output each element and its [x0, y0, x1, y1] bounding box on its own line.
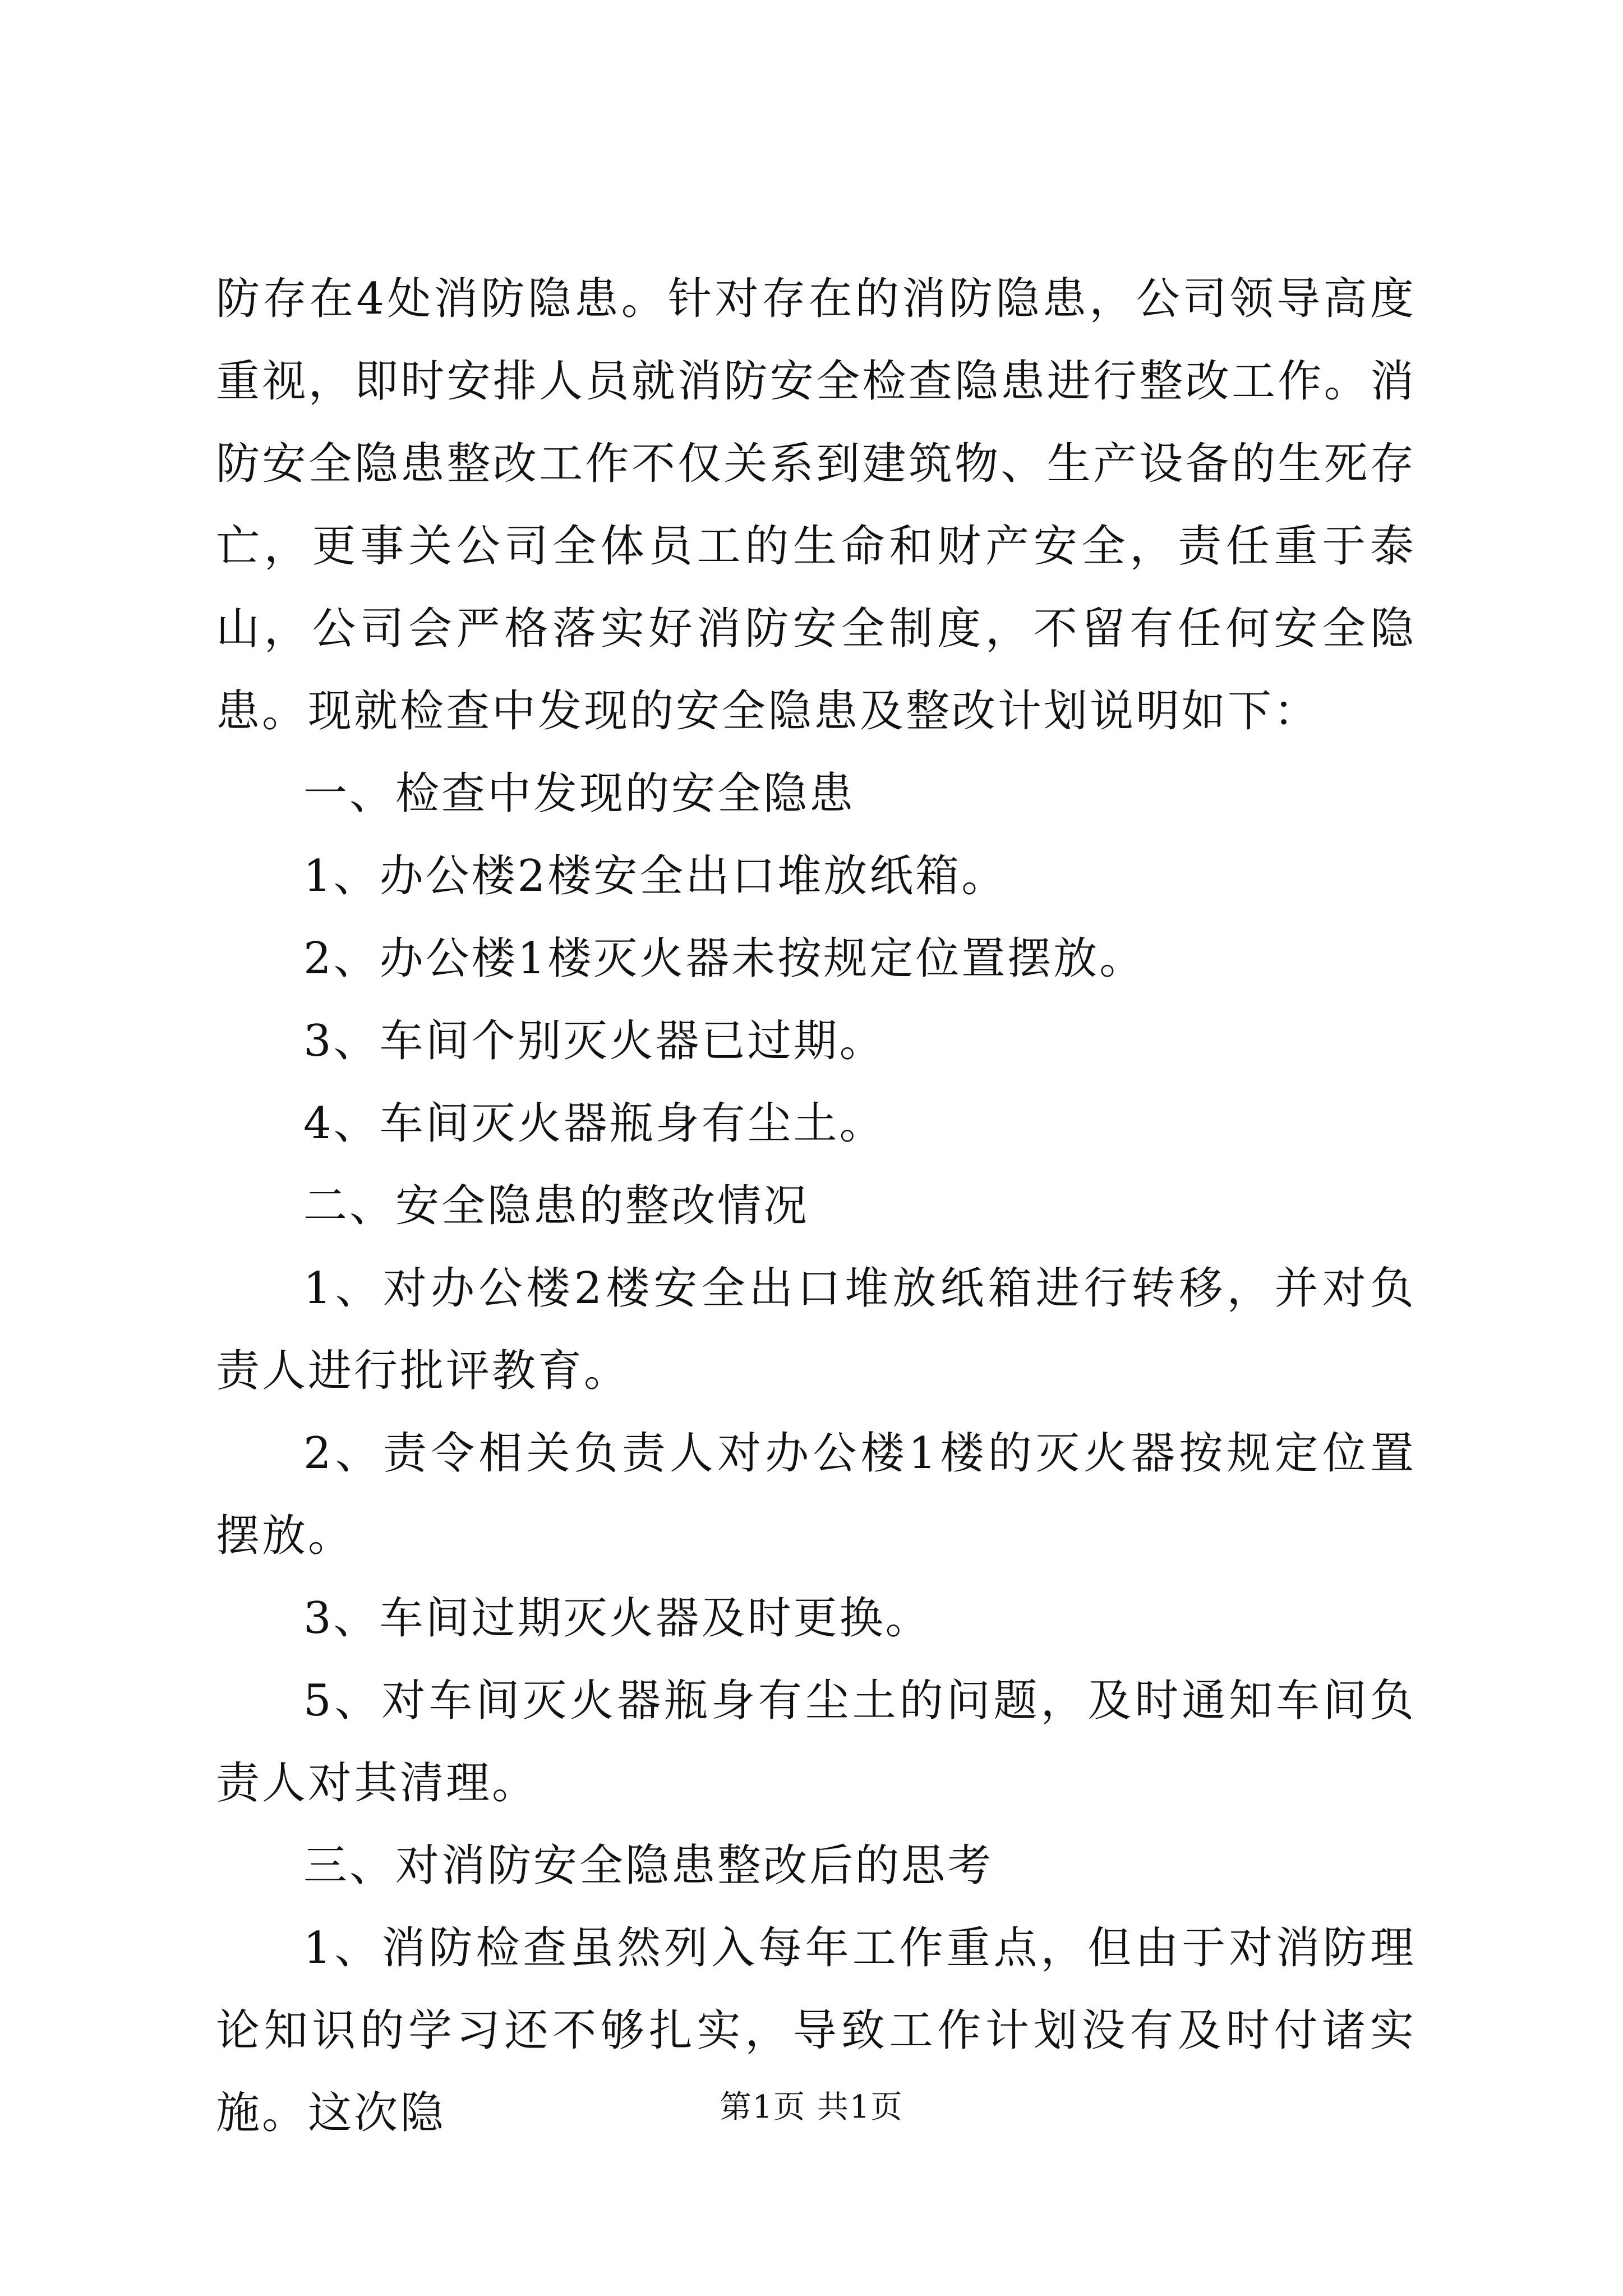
list-item: 3、车间过期灭火器及时更换。: [303, 1593, 932, 1644]
list-item: 5、对车间灭火器瓶身有尘土的问题，及时通知车间负责人对其清理。: [216, 1676, 1416, 1809]
heading-section-2: 二、安全隐患的整改情况: [303, 1181, 810, 1231]
heading-section-3: 三、对消防安全隐患整改后的思考: [303, 1841, 994, 1891]
list-item: 1、对办公楼2楼安全出口堆放纸箱进行转移，并对负责人进行批评教育。: [216, 1263, 1416, 1396]
list-item: 2、办公楼1楼灭火器未按规定位置摆放。: [303, 933, 1146, 984]
list-item: 3、车间个别灭火器已过期。: [303, 1016, 886, 1066]
paragraph-intro: 防存在4处消防隐患。针对存在的消防隐患，公司领导高度重视，即时安排人员就消防安全检查隐患进行整改工作。消防安全隐患整改工作不仅关系到建筑物、生产设备的生死存亡，更事关公司全体员工的生命和财产安全，责任重于泰山，公司会严格落实好消防安全制度，不留有任何安全隐患。现就检查中发现的安全隐患及整改计划说明如下：: [216, 274, 1416, 737]
list-item: 4、车间灭火器瓶身有尘土。: [303, 1098, 886, 1149]
list-item: 1、消防检查虽然列入每年工作重点，但由于对消防理论知识的学习还不够扎实，导致工作计划没有及时付诸实施。这次隐: [216, 1923, 1416, 2138]
page-footer: 第1页 共1页: [720, 2089, 903, 2125]
heading-section-1: 一、检查中发现的安全隐患: [303, 769, 856, 819]
list-item: 1、办公楼2楼安全出口堆放纸箱。: [303, 851, 1008, 901]
document-body: [216, 258, 1416, 2155]
list-item: 2、责令相关负责人对办公楼1楼的灭火器按规定位置摆放。: [216, 1428, 1416, 1561]
